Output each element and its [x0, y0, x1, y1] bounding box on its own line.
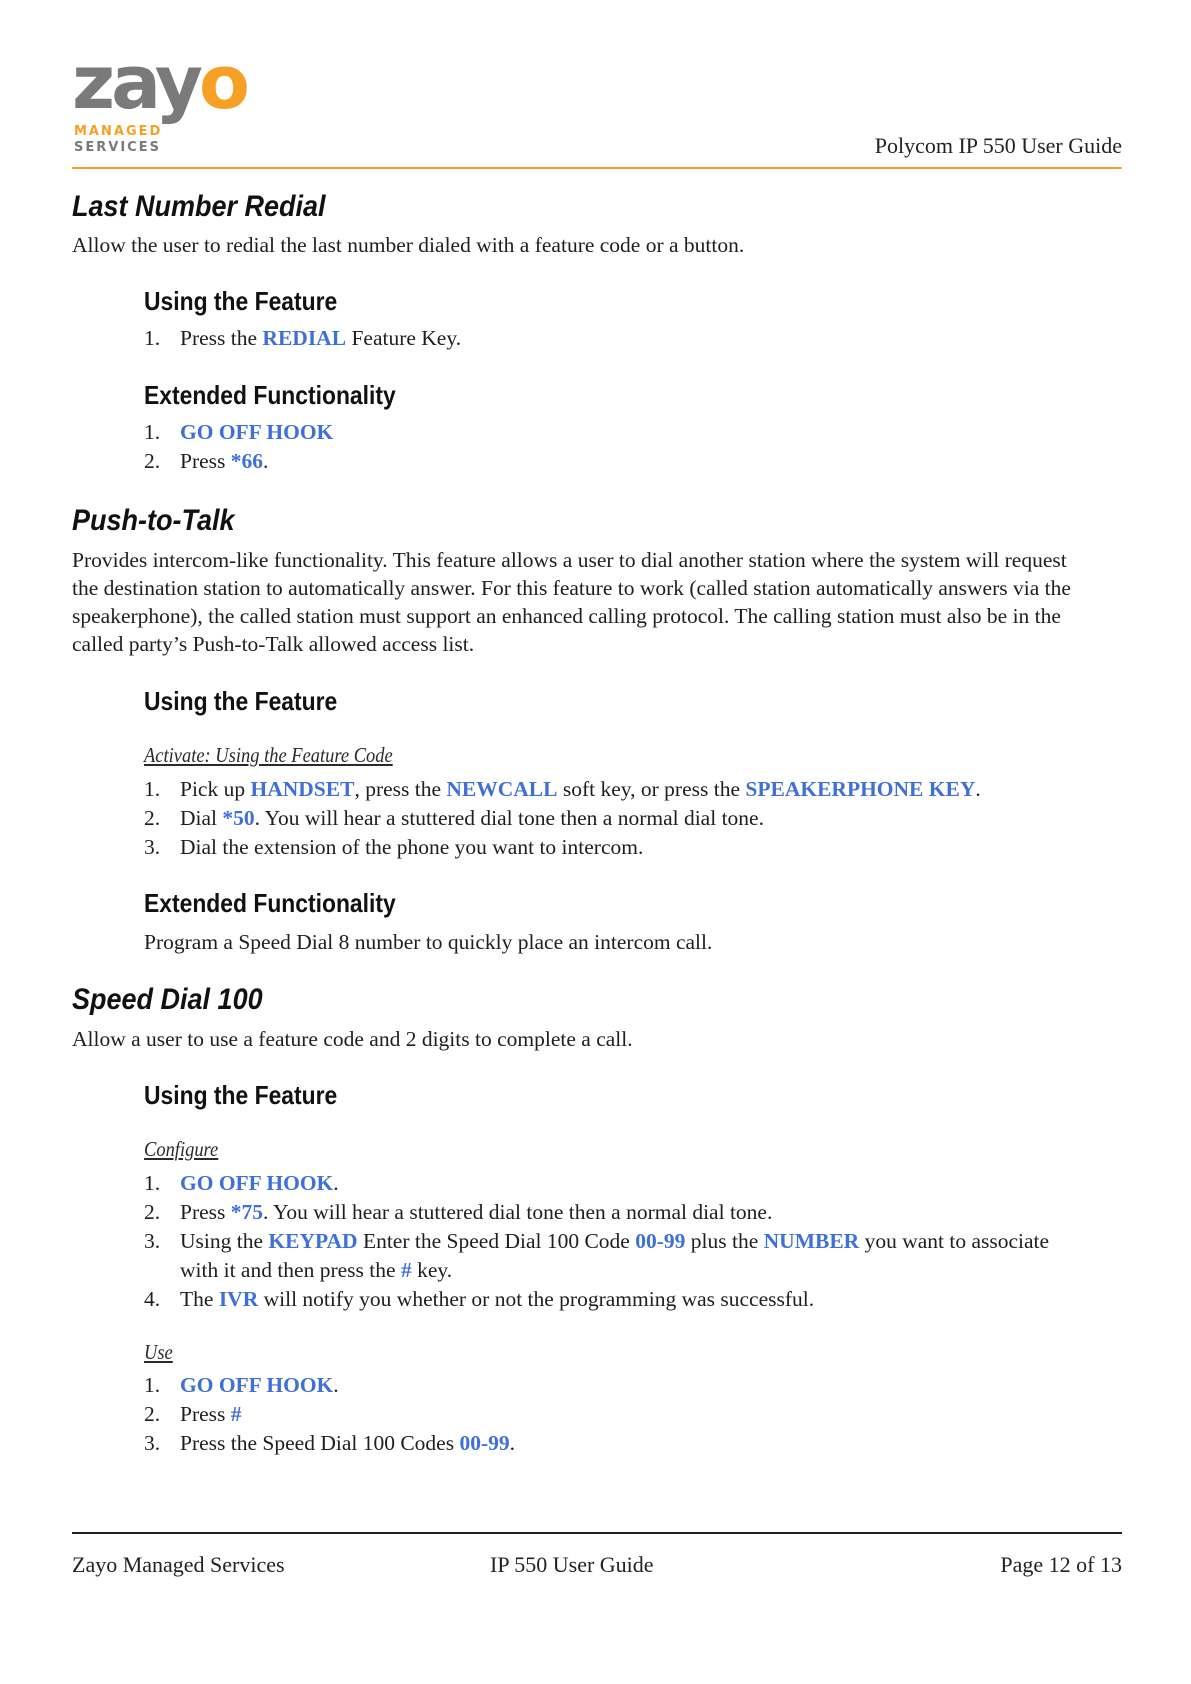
section-description-line: the destination station to automatically answer. For this feature to work (called station automatically answers via the: [72, 576, 1071, 600]
list-number: 1.: [144, 420, 161, 444]
section-description: Allow a user to use a feature code and 2 digits to complete a call.: [72, 1027, 633, 1051]
header-title: Polycom IP 550 User Guide: [874, 133, 1122, 158]
list-item: Pick up HANDSET, press the NEWCALL soft key, or press the SPEAKERPHONE KEY.: [180, 777, 981, 801]
list-number: 2.: [144, 449, 161, 473]
extended-description: Program a Speed Dial 8 number to quickly place an intercom call.: [144, 930, 713, 954]
list-number: 4.: [144, 1287, 161, 1311]
list-item: GO OFF HOOK: [180, 420, 334, 444]
list-item: GO OFF HOOK.: [180, 1171, 339, 1195]
section-title-push-to-talk: Push-to-Talk: [72, 504, 235, 537]
list-number: 3.: [144, 1229, 161, 1253]
section-description-line: speakerphone), the called station must support an enhanced calling protocol. The calling station must also be in the: [72, 604, 1061, 628]
section-description-line: Provides intercom-like functionality. This feature allows a user to dial another station where the system will request: [72, 548, 1067, 572]
list-item: Dial the extension of the phone you want to intercom.: [180, 835, 644, 859]
footer-page-number: Page 12 of 13: [1000, 1552, 1122, 1577]
list-item: Press #: [180, 1402, 242, 1426]
list-number: 3.: [144, 1431, 161, 1455]
subheading-activate: Activate: Using the Feature Code: [144, 743, 393, 767]
footer-guide-title: IP 550 User Guide: [490, 1552, 654, 1577]
footer-divider: [72, 1532, 1122, 1534]
subsection-heading-using: Using the Feature: [144, 1080, 338, 1110]
list-number: 2.: [144, 1200, 161, 1224]
list-number: 1.: [144, 1373, 161, 1397]
subsection-heading-using: Using the Feature: [144, 686, 338, 716]
list-item: Press the Speed Dial 100 Codes 00-99.: [180, 1431, 516, 1455]
subheading-use: Use: [144, 1340, 173, 1364]
list-number: 2.: [144, 806, 161, 830]
zayo-logo: [72, 40, 272, 162]
list-number: 1.: [144, 326, 161, 350]
list-item: Press *75. You will hear a stuttered dial tone then a normal dial tone.: [180, 1200, 773, 1224]
list-item: Press the REDIAL Feature Key.: [180, 326, 462, 350]
section-description: Allow the user to redial the last number dialed with a feature code or a button.: [72, 233, 745, 257]
subsection-heading-extended: Extended Functionality: [144, 888, 396, 918]
subheading-configure: Configure: [144, 1137, 219, 1161]
logo-services: SERVICES: [74, 140, 161, 155]
list-item: Dial *50. You will hear a stuttered dial tone then a normal dial tone.: [180, 806, 764, 830]
footer-company: Zayo Managed Services: [72, 1552, 285, 1577]
section-title-speed-dial-100: Speed Dial 100: [72, 983, 263, 1016]
list-item: Using the KEYPAD Enter the Speed Dial 100 Code 00-99 plus the NUMBER you want to associate: [180, 1229, 1050, 1253]
list-number: 2.: [144, 1402, 161, 1426]
subsection-heading-using: Using the Feature: [144, 286, 338, 316]
section-title-last-number-redial: Last Number Redial: [72, 190, 326, 223]
subsection-heading-extended: Extended Functionality: [144, 380, 396, 410]
list-item: GO OFF HOOK.: [180, 1373, 339, 1397]
logo-managed: MANAGED: [74, 124, 163, 139]
section-description-line: called party’s Push-to-Talk allowed access list.: [72, 632, 475, 656]
list-number: 3.: [144, 835, 161, 859]
logo-wordmark: zayo: [72, 40, 246, 126]
list-item: Press *66.: [180, 449, 269, 473]
list-item: The IVR will notify you whether or not the programming was successful.: [180, 1287, 815, 1311]
header-divider: [72, 167, 1122, 169]
list-item-continuation: with it and then press the # key.: [180, 1258, 453, 1282]
list-number: 1.: [144, 1171, 161, 1195]
list-number: 1.: [144, 777, 161, 801]
